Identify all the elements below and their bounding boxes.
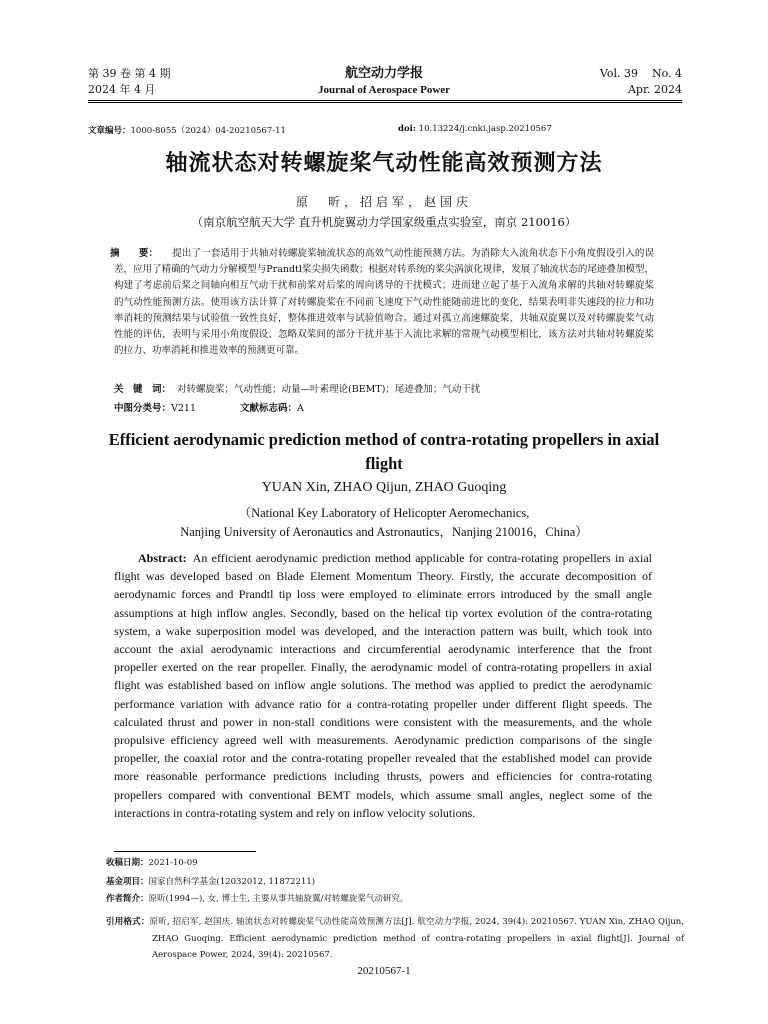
affiliation-en bbox=[0, 504, 768, 542]
received-label: 收稿日期： bbox=[106, 858, 149, 868]
clc-value: V211 bbox=[171, 403, 197, 414]
fund-text: 国家自然科学基金(12032012, 11872211) bbox=[148, 877, 316, 887]
journal-name-cn: 航空动力学报 bbox=[344, 66, 423, 81]
abstract-en-text: An efficient aerodynamic prediction method applicable for contra-rotating propellers in axial flight was developed based on Blade Element Momentum Theory. Firstly, the accurate decomposition of aerodynamic forces and Prandtl tip loss were employed to eliminate errors introduced by the small angle assumptions at high inflow angles. Secondly, based on the helical tip vortex evolution of the contra-rotating system, a wake superposition model was developed, and the interaction pattern was built, which took into account the axial aerodynamic interactions and circumferential aerodynamic interference that the front propeller exerted on the rear propeller. Finally, the aerodynamic model of contra-rotating propellers in axial flight was established based on inflow angle solutions. The method was applied to predict the aerodynamic performance variation with advance ratio for a contra-rotating propeller under different flight speeds. The calculated thrust and power in non-stall conditions were consistent with the measurements, and the whole propulsive efficiency agreed well with measurements. Aerodynamic prediction comparisons of the single propeller, the coaxial rotor and the contra-rotating propeller revealed that the established model can provide more reasonable performance predictions including thrusts, powers and efficiencies for contra-rotating propellers compared with conventional BEMT models, which assume small angles, neglect some of the interactions in contra-rotating system and rely on inflow velocity solutions. bbox=[114, 551, 652, 820]
doc-code-label: 文献标志码： bbox=[240, 403, 298, 414]
authors-en: YUAN Xin, ZHAO Qijun, ZHAO Guoqing bbox=[261, 480, 507, 495]
affiliation-cn: （南京航空航天大学 直升机旋翼动力学国家级重点实验室，南京 210016） bbox=[191, 215, 577, 229]
journal-name-en: Journal of Aerospace Power bbox=[317, 84, 451, 96]
doc-code-value: A bbox=[297, 403, 304, 414]
cite-label: 引用格式： bbox=[106, 917, 150, 927]
footnote-rule bbox=[114, 851, 256, 852]
abstract-en bbox=[114, 549, 652, 822]
article-number-label: 文章编号： bbox=[88, 126, 131, 136]
volume-issue-en: Vol. 39 No. 4 bbox=[599, 67, 682, 80]
authors-cn: 原 昕，招启军，赵国庆 bbox=[295, 195, 472, 209]
article-number-value: 1000-8055（2024）04-20210567-11 bbox=[130, 126, 286, 136]
title-cn: 轴流状态对转螺旋桨气动性能高效预测方法 bbox=[165, 151, 603, 176]
keywords-cn-label: 关 键 词： bbox=[114, 384, 172, 395]
classification-cn bbox=[114, 401, 654, 417]
date-cn: 2024 年 4 月 bbox=[88, 83, 156, 96]
date-en: Apr. 2024 bbox=[627, 83, 682, 96]
affiliation-en-line2: Nanjing University of Aeronautics and Astronautics，Nanjing 210016，China） bbox=[180, 525, 588, 539]
footnote-author-bio bbox=[106, 893, 682, 906]
footnote-fund bbox=[106, 876, 682, 889]
cite-text: 原昕, 招启军, 赵国庆. 轴流状态对转螺旋桨气动性能高效预测方法[J]. 航空动力学报, 2024, 39(4): 20210567. YUAN Xin, ZHAO Qijun, ZHAO Guoqing. Efficient aerodynamic prediction method of contra-rotating propellers in axial flight[J]. Journal of Aerospace Power, 2024, 39(4): 20210567. bbox=[149, 917, 684, 960]
title-en: Efficient aerodynamic prediction method of contra-rotating propellers in axial flight bbox=[108, 430, 660, 473]
abstract-cn bbox=[110, 246, 654, 359]
abstract-cn-text: 提出了一套适用于共轴对转螺旋桨轴流状态的高效气动性能预测方法。为消除大入流角状态下小角度假设引入的误差，应用了精确的气动力分解模型与Prandtl桨尖损失函数；根据对转系统的桨尖涡演化规律，发展了轴流状态的尾迹叠加模型，构建了考虑前后桨之间轴向相互气动干扰和前桨对后桨的周向诱导的干扰模式；进而建立起了基于入流角求解的共轴对转螺旋桨的气动性能预测方法。使用该方法计算了对转螺旋桨在不同前飞速度下气动性能随前进比的变化，结果表明非失速段的拉力和功率消耗的预测结果与试验值一致性良好，整体推进效率与试验值吻合。通过对孤立高速螺旋桨、共轴双旋翼以及对转螺旋桨气动性能的评估，表明与采用小角度假设、忽略双桨间的部分干扰并基于入流比求解的常规气动模型相比，该方法对共轴对转螺旋桨的拉力、功率消耗和推进效率的预测更可靠。 bbox=[114, 248, 654, 357]
doi-label: doi: bbox=[398, 124, 416, 134]
keywords-cn bbox=[114, 382, 654, 398]
clc-label: 中图分类号： bbox=[114, 403, 172, 414]
bio-text: 原昕(1994—), 女, 博士生, 主要从事共轴旋翼/对转螺旋桨气动研究。 bbox=[148, 894, 409, 904]
bio-label: 作者简介： bbox=[106, 894, 149, 904]
affiliation-en-line1: （National Key Laboratory of Helicopter Aeromechanics, bbox=[238, 506, 530, 520]
doi bbox=[398, 124, 552, 134]
footnote-received bbox=[106, 857, 682, 870]
abstract-en-label: Abstract: bbox=[138, 551, 187, 565]
received-date: 2021-10-09 bbox=[148, 858, 198, 868]
header-rule-double bbox=[88, 102, 682, 103]
keywords-cn-text: 对转螺旋桨；气动性能；动量—叶素理论(BEMT)；尾迹叠加；气动干扰 bbox=[177, 384, 481, 395]
running-header-right bbox=[600, 66, 682, 98]
citation-format bbox=[106, 914, 684, 964]
abstract-cn-label: 摘 要： bbox=[110, 248, 159, 259]
article-number bbox=[88, 124, 286, 136]
fund-label: 基金项目： bbox=[106, 877, 149, 887]
volume-issue-cn: 第 39 卷 第 4 期 bbox=[88, 67, 171, 80]
header-rule bbox=[88, 100, 682, 101]
doi-value: 10.13224/j.cnki.jasp.20210567 bbox=[415, 124, 552, 134]
page-number: 20210567-1 bbox=[357, 965, 411, 977]
